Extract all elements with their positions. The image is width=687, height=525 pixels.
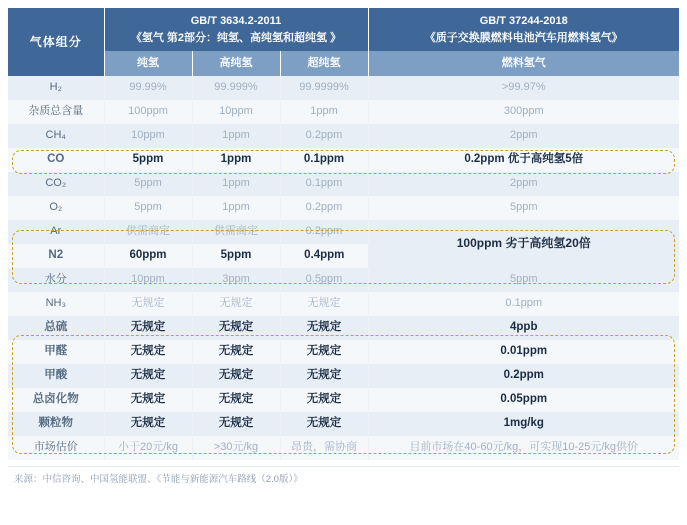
cell-value: 0.2ppm — [280, 220, 368, 244]
cell-value: 300ppm — [368, 100, 679, 124]
table-row — [8, 100, 679, 124]
table-row — [8, 76, 679, 100]
cell-value: 无规定 — [192, 292, 280, 316]
cell-value: 无规定 — [192, 340, 280, 364]
header-group-gb3634-name: 《氢气 第2部分：纯氢、高纯氢和超纯氢 》 — [130, 31, 342, 44]
cell-value: 无规定 — [104, 412, 192, 436]
table-row — [8, 316, 679, 340]
cell-value: 无规定 — [280, 364, 368, 388]
cell-value: 0.2ppm 优于高纯氢5倍 — [368, 148, 679, 172]
hydrogen-spec-table — [8, 8, 679, 460]
cell-value: 无规定 — [192, 316, 280, 340]
header-sub-pure: 纯氢 — [104, 51, 192, 76]
table-row — [8, 412, 679, 436]
cell-value: 无规定 — [280, 388, 368, 412]
cell-value: 60ppm — [104, 244, 192, 268]
table-row — [8, 388, 679, 412]
table-row — [8, 364, 679, 388]
cell-value: 1mg/kg — [368, 412, 679, 436]
cell-value: 1ppm — [192, 172, 280, 196]
row-label: N2 — [8, 244, 104, 268]
row-label: CO — [8, 148, 104, 172]
table-header — [8, 8, 679, 76]
cell-value: 无规定 — [192, 412, 280, 436]
table-row — [8, 340, 679, 364]
cell-value: 无规定 — [280, 340, 368, 364]
cell-value: 1ppm — [192, 148, 280, 172]
table-body — [8, 76, 679, 460]
cell-value: 5ppm — [104, 148, 192, 172]
cell-value: 无规定 — [280, 292, 368, 316]
row-label: H₂ — [8, 76, 104, 100]
row-label: Ar — [8, 220, 104, 244]
cell-value: 0.1ppm — [368, 292, 679, 316]
header-group-gb3634 — [104, 8, 368, 51]
cell-value: 100ppm 劣于高纯氢20倍 — [368, 220, 679, 268]
cell-value: 4ppb — [368, 316, 679, 340]
cell-value: 99.99% — [104, 76, 192, 100]
cell-value: 10ppm — [104, 268, 192, 292]
cell-value: 10ppm — [104, 124, 192, 148]
cell-value: 无规定 — [280, 412, 368, 436]
header-sub-highpure: 高纯氢 — [192, 51, 280, 76]
cell-value: 5ppm — [368, 268, 679, 292]
cell-value: 无规定 — [192, 388, 280, 412]
cell-value: 0.2ppm — [280, 124, 368, 148]
header-component-col: 气体组分 — [8, 8, 104, 76]
cell-value: >30元/kg — [192, 436, 280, 460]
row-label: NH₃ — [8, 292, 104, 316]
header-sub-fuel: 燃料氢气 — [368, 51, 679, 76]
cell-value: 无规定 — [280, 316, 368, 340]
cell-value: 99.999% — [192, 76, 280, 100]
cell-value: 0.1ppm — [280, 172, 368, 196]
cell-value: 无规定 — [104, 340, 192, 364]
cell-value: 0.2ppm — [280, 196, 368, 220]
cell-value: 5ppm — [368, 196, 679, 220]
cell-value: 2ppm — [368, 172, 679, 196]
table-row — [8, 196, 679, 220]
cell-value: 供需商定 — [192, 220, 280, 244]
cell-value: 无规定 — [192, 364, 280, 388]
table-row — [8, 172, 679, 196]
row-label: CO₂ — [8, 172, 104, 196]
cell-value: 小于20元/kg — [104, 436, 192, 460]
cell-value: >99.97% — [368, 76, 679, 100]
cell-value: 0.1ppm — [280, 148, 368, 172]
row-label: 总硫 — [8, 316, 104, 340]
row-label: 市场估价 — [8, 436, 104, 460]
cell-value: 无规定 — [104, 316, 192, 340]
cell-value: 5ppm — [104, 172, 192, 196]
row-label: O₂ — [8, 196, 104, 220]
cell-value: 0.05ppm — [368, 388, 679, 412]
header-group-gb37244-code: GB/T 37244-2018 — [479, 15, 568, 27]
cell-value: 1ppm — [192, 196, 280, 220]
cell-value: 0.01ppm — [368, 340, 679, 364]
cell-value: 无规定 — [104, 364, 192, 388]
cell-value: 100ppm — [104, 100, 192, 124]
cell-value: 5ppm — [192, 244, 280, 268]
cell-value: 0.4ppm — [280, 244, 368, 268]
table-row — [8, 292, 679, 316]
table-row — [8, 268, 679, 292]
cell-value: 5ppm — [104, 196, 192, 220]
cell-value: 无规定 — [104, 388, 192, 412]
cell-value: 1ppm — [280, 100, 368, 124]
header-row-standards — [8, 8, 679, 51]
cell-value: 昂贵，需协商 — [280, 436, 368, 460]
table-row — [8, 436, 679, 460]
table-row — [8, 148, 679, 172]
row-label: 杂质总含量 — [8, 100, 104, 124]
header-group-gb37244-name: 《质子交换膜燃料电池汽车用燃料氢气》 — [424, 31, 623, 44]
row-label: 总卤化物 — [8, 388, 104, 412]
table-row — [8, 220, 679, 244]
cell-value: 无规定 — [104, 292, 192, 316]
cell-value: 0.2ppm — [368, 364, 679, 388]
cell-value: 10ppm — [192, 100, 280, 124]
table-row — [8, 124, 679, 148]
row-label: 甲醛 — [8, 340, 104, 364]
header-sub-ultrapure: 超纯氢 — [280, 51, 368, 76]
row-label: 甲酸 — [8, 364, 104, 388]
cell-value: 0.5ppm — [280, 268, 368, 292]
header-row-subcolumns — [8, 51, 679, 76]
cell-value: 目前市场在40-60元/kg，可实现10-25元/kg供价 — [368, 436, 679, 460]
cell-value: 3ppm — [192, 268, 280, 292]
row-label: 颗粒物 — [8, 412, 104, 436]
row-label: 水分 — [8, 268, 104, 292]
cell-value: 供需商定 — [104, 220, 192, 244]
row-label: CH₄ — [8, 124, 104, 148]
cell-value: 1ppm — [192, 124, 280, 148]
header-group-gb3634-code: GB/T 3634.2-2011 — [190, 15, 282, 27]
cell-value: 2ppm — [368, 124, 679, 148]
cell-value: 99.9999% — [280, 76, 368, 100]
source-footnote: 来源：中信咨询、中国氢能联盟、《节能与新能源汽车路线（2.0版）》 — [8, 466, 679, 490]
header-group-gb37244 — [368, 8, 679, 51]
